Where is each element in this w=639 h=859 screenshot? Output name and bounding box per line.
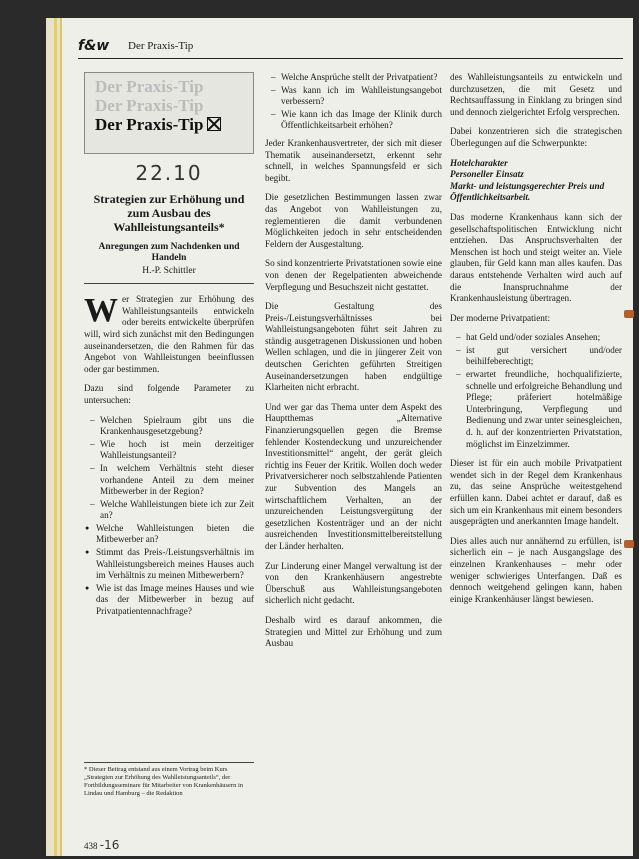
focus-item: Öffentlichkeitsarbeit. xyxy=(450,192,531,203)
paragraph: Und wer gar das Thema unter dem Aspekt des Hauptthemas „Alternative Finanzierungsquellen gegen die Bremse fehlender Kostendeckung und unzureichender Investitionsmittel“ angeht, der gerät gleich richtig ins Feuer der Kritik. Wollen doch weder Privatversicherer noch selbstzahlende Patienten zur Subvention des Mangels an wirtschaftlichem Verhalten, an der unzureichenden Leistungsvergütung der gesetzlichen Kostenträger und an der nicht ausreichenden Investitionsmittelbereitstellung der Länder herhalten. xyxy=(265,401,442,551)
list-item: – Was kann ich im Wahlleistungsangebot verbessern? xyxy=(281,85,442,108)
list-item: – Welchen Spielraum gibt uns die Krankenhausgesetzgebung? xyxy=(100,415,254,438)
list-item: – Welche Ansprüche stellt der Privatpatient? xyxy=(281,72,442,84)
paragraph: des Wahlleistungsanteils zu entwickeln und durchzusetzen, die mit Gesetz und Rechtsauffassung in Einklang zu bringen sind und dennoch zielgerichtet Erfolg versprechen. xyxy=(450,72,622,117)
article-subtitle: Anregungen zum Nachdenken und Handeln xyxy=(98,241,240,263)
paragraph: Die Gestaltung des Preis-/Leistungsverhältnisses bei Wahlleistungsangeboten führt seit Jahren zu ständig ausgetragenen Diskussionen und hoben Wellen schlagen, und die in jüngerer Zeit von deutschen Gerichten geführten Streitigen Auseinandersetzungen haben endgültige Klarheiten nicht erbracht. xyxy=(265,301,442,393)
paragraph: Dabei konzentrieren sich die strategischen Überlegungen auf die Schwerpunkte: xyxy=(450,126,622,148)
list-item: – erwartet freundliche, hochqualifizierte, schnelle und erfolgreiche Behandlung und Pflege; präferiert hotelmäßige Unterbringung, Verpflegung und Bedienung und zwar unter seinesgleichen, d. h. auf der konzentrierten Privatstation, möglichst im Einzelzimmer. xyxy=(466,369,622,450)
column-2 xyxy=(265,72,442,658)
handwritten-note: 22.10 xyxy=(135,161,203,185)
list-item: – Welche Wahlleistungen biete ich zur Zeit an? xyxy=(100,499,254,522)
list-item: – hat Geld und/oder soziales Ansehen; xyxy=(466,332,622,344)
column-3 xyxy=(450,72,622,613)
page-header xyxy=(78,38,623,58)
list-item: – Wie hoch ist mein derzeitiger Wahlleistungsanteil? xyxy=(100,439,254,462)
tip-ghost-line: Der Praxis-Tip xyxy=(95,96,204,115)
footnote: * Dieser Beitrag entstand aus einem Vortrag beim Kurs „Strategien zur Erhöhung des Wahlleistungsanteils“, der Fortbildungsseminare für Mitarbeiter von Krankenhäusern in Lindau und Hamburg – die Redaktion xyxy=(84,762,254,798)
paragraph: Jeder Krankenhausvertreter, der sich mit dieser Thematik auseinandersetzt, erkennt sehr schnell, in welches Spannungsfeld er sich begibt. xyxy=(265,137,442,183)
list-item: ● Wie ist das Image meines Hauses und wie das der Mitbewerber in bezug auf Privatpatientennachfrage? xyxy=(96,583,254,618)
page-number-text: 438 xyxy=(84,841,98,851)
patient-list xyxy=(450,332,622,450)
focus-item: Hotelcharakter xyxy=(450,157,508,168)
list-item: – ist gut versichert und/oder beihilfeberechtigt; xyxy=(466,345,622,368)
header-rule xyxy=(78,58,623,59)
tip-main-line xyxy=(85,115,253,135)
article-author: H.-P. Schittler xyxy=(142,265,196,276)
focus-item: Personeller Einsatz xyxy=(450,169,524,180)
bullet-list xyxy=(84,523,254,618)
handwritten-page-note: -16 xyxy=(99,838,120,852)
question-list xyxy=(265,72,442,132)
article-title: Strategien zur Erhöhung und zum Ausbau des Wahlleistungsanteils* xyxy=(93,191,245,234)
list-item: ● Welche Wahlleistungen bieten die Mitbewerber an? xyxy=(96,523,254,546)
paragraph: Deshalb wird es darauf ankommen, die Strategien und Mittel zur Erhöhung und zum Ausbau xyxy=(265,614,442,649)
paragraph: Der moderne Privatpatient: xyxy=(450,312,551,323)
intro-paragraph xyxy=(84,294,254,375)
drop-cap: W xyxy=(84,292,118,330)
publisher-logo: f&w xyxy=(78,38,110,54)
praxis-tip-box xyxy=(84,72,254,154)
binder-tab xyxy=(624,540,634,548)
list-item: ● Stimmt das Preis-/Leistungsverhältnis im Wahlleistungsbereich meines Hauses auch im Verhältnis zu meinen Mitbewerbern? xyxy=(96,547,254,582)
focus-item: Markt- und leistungsgerechter Preis und xyxy=(450,180,605,191)
params-paragraph: Dazu sind folgende Parameter zu untersuchen: xyxy=(84,383,254,405)
paragraph: Die gesetzlichen Bestimmungen lassen zwar das Angebot von Wahlleistungen zu, reglementieren die damit verbundenen Möglichkeiten jedoch in sehr entscheidenden Feldern der Ausgestaltung. xyxy=(265,192,442,249)
focus-list xyxy=(450,158,622,204)
paragraph: So sind konzentrierte Privatstationen sowie eine von denen der Regelpatienten abweichende Verpflegung und Besuchszeit nicht gestattet. xyxy=(265,258,442,292)
paragraph: Dies alles auch nur annähernd zu erfüllen, ist sicherlich ein – je nach Ausgangslage des einzelnen Krankenhauses – mehr oder weniger schwieriges Unterfangen. Daß es dennoch weitgehend gelingen kann, haben einige Krankenhäuser längst bewiesen. xyxy=(450,535,622,604)
paragraph: Das moderne Krankenhaus kann sich der gesellschaftspolitischen Entwicklung nicht entziehen. Das Anspruchsverhalten der Menschen ist hoch und steigt weiter an. Viele glauben, für Geld kann man alles kaufen. Das daraus entstehende Verhalten wird auch auf die Inanspruchnahme der Krankenhausleistung übertragen. xyxy=(450,211,622,304)
column-1 xyxy=(84,72,254,619)
list-item: – In welchem Verhältnis steht dieser vorhandene Anteil zu dem meiner Mitbewerber in der Region? xyxy=(100,463,254,498)
binder-stripe xyxy=(54,18,57,856)
paragraph: Dieser ist für ein auch mobile Privatpatient wendet sich in der Regel dem Krankenhaus zu, das seine Ansprüche weitestgehend erfüllen kann. Dabei achtet er darauf, daß es sich um ein Krankenhaus mit einem besonders ausgeprägten und anerkannten Image handelt. xyxy=(450,458,622,527)
question-list xyxy=(84,415,254,522)
tip-main-text: Der Praxis-Tip xyxy=(95,115,204,134)
running-title: Der Praxis-Tip xyxy=(128,40,194,52)
paragraph: Zur Linderung einer Mangel verwaltung ist der von den Krankenhäusern angestrebte Überschuß aus Wahlleistungsangeboten sicherlich nicht gedacht. xyxy=(265,560,442,606)
intro-text: er Strategien zur Erhöhung des Wahlleistungsanteils entwickeln oder bereits entwickelte überprüfen will, wird sich zunächst mit den Bedingungen auseinandersetzen, die den Rahmen für das Angebot von Wahlleistungen beeinflussen oder gar bestimmen. xyxy=(84,294,254,374)
divider xyxy=(84,283,254,284)
page-number xyxy=(84,838,119,852)
binder-tab xyxy=(624,310,634,318)
tip-ghost-line: Der Praxis-Tip xyxy=(95,77,204,96)
list-item: – Wie kann ich das Image der Klinik durch Öffentlichkeitsarbeit erhöhen? xyxy=(281,109,442,132)
checkbox-x-icon xyxy=(207,117,221,131)
